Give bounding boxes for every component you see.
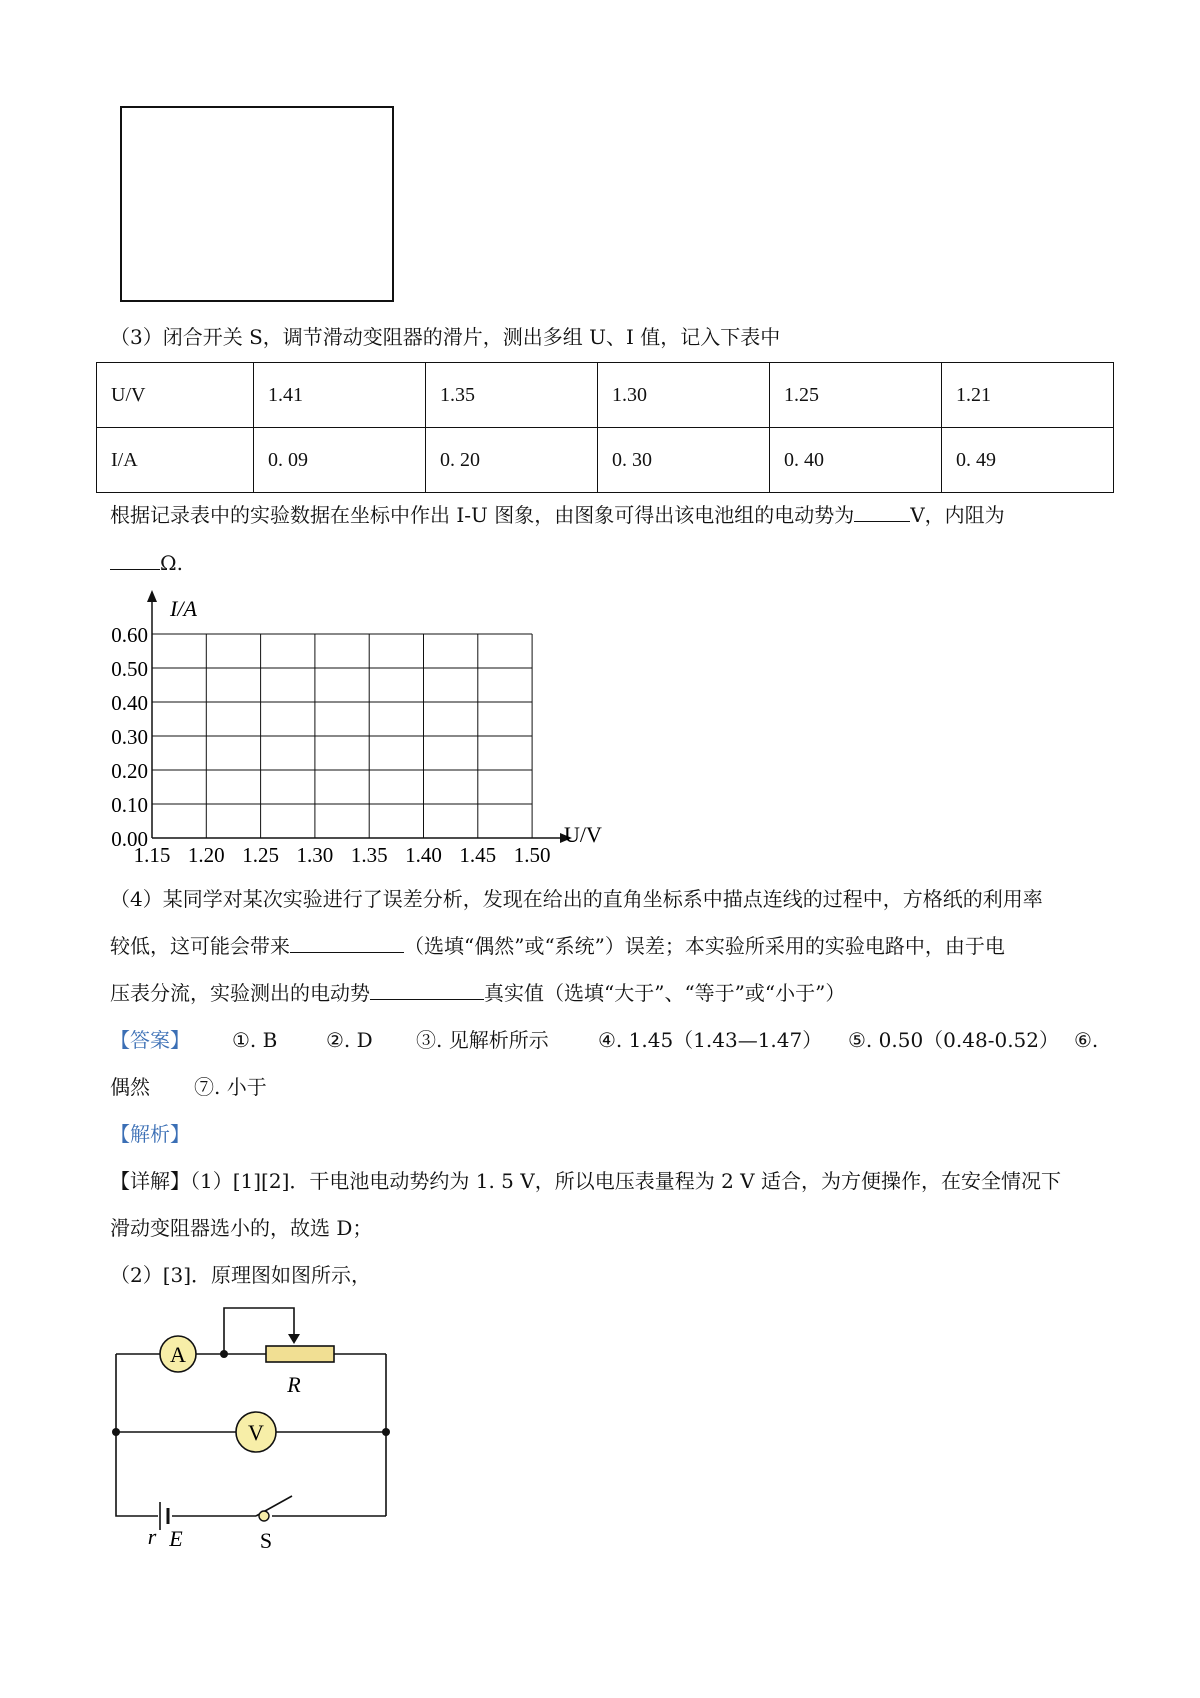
y-tick-label: 0.40: [111, 691, 148, 715]
y-tick-label: 0.60: [111, 623, 148, 647]
rheostat-label: R: [287, 1372, 301, 1397]
prompt-text: 根据记录表中的实验数据在坐标中作出 I-U 图象，由图象可得出该电池组的电动势为: [110, 503, 855, 527]
table-row: [97, 428, 1114, 493]
detail-label: 【详解】: [110, 1169, 190, 1193]
x-tick-label: 1.30: [296, 843, 334, 867]
table-cell: 0. 30: [598, 428, 770, 493]
y-axis-label: I/A: [170, 596, 197, 621]
q3-intro: （3）闭合开关 S，调节滑动变阻器的滑片，测出多组 U、I 值，记入下表中: [110, 325, 781, 349]
x-tick-label: 1.25: [242, 843, 279, 867]
iu-grid-chart: [96, 588, 616, 868]
q4-text: 真实值（选填“大于”、“等于”或“小于”）: [484, 981, 846, 1005]
voltmeter-label: V: [248, 1420, 264, 1445]
answer-item-1: ①. B: [232, 1028, 278, 1052]
table-cell: 1.30: [598, 363, 770, 428]
y-tick-label: 0.30: [111, 725, 148, 749]
prompt-text: Ω.: [160, 551, 183, 575]
q4-line2: [110, 933, 1005, 959]
q4-text: 较低，这可能会带来: [110, 934, 290, 958]
detail-text: （1）[1][2]．干电池电动势约为 1. 5 V，所以电压表量程为 2 V 适合，为方便操作，在安全情况下: [190, 1169, 1061, 1193]
answer-item-2: ②. D: [326, 1028, 373, 1052]
q3-prompt-line2: [110, 550, 183, 576]
slider-arrow-icon: [288, 1334, 300, 1344]
switch-label: S: [259, 1528, 273, 1553]
answer-item-5: ⑤. 0.50（0.48-0.52）: [848, 1028, 1059, 1052]
answer-item-6: ⑥.: [1074, 1028, 1099, 1052]
answer-item-7: ⑦. 小于: [194, 1075, 267, 1099]
circuit-diagram: [96, 1296, 416, 1556]
internal-resistance-label: r: [147, 1524, 157, 1549]
emf-compare-blank[interactable]: [370, 981, 484, 1000]
q4-line3: [110, 980, 845, 1006]
part2-line: （2）[3]．原理图如图所示，: [110, 1263, 372, 1287]
answer-item-3: ③. 见解析所示: [416, 1028, 549, 1052]
table-cell: 0. 20: [426, 428, 598, 493]
table-cell: 1.41: [254, 363, 426, 428]
answer-item-6-text: 偶然: [110, 1075, 150, 1099]
table-cell: 0. 49: [942, 428, 1114, 493]
q4-text: 压表分流，实验测出的电动势: [110, 981, 370, 1005]
emf-blank[interactable]: [854, 503, 910, 522]
x-tick-label: 1.35: [350, 843, 388, 867]
table-cell: 1.21: [942, 363, 1114, 428]
emf-label: E: [169, 1526, 183, 1551]
x-axis: [152, 833, 572, 843]
answer-label: 【答案】: [110, 1028, 190, 1052]
resistance-blank[interactable]: [110, 551, 160, 570]
q3-prompt-line1: [110, 502, 1005, 528]
answer-line1: [110, 1027, 190, 1053]
table-row: [97, 363, 1114, 428]
circuit-answer-box: [120, 106, 394, 302]
q4-text: （选填“偶然”或“系统”）误差；本实验所采用的实验电路中，由于电: [404, 934, 1005, 958]
table-cell: 1.25: [770, 363, 942, 428]
answer-item-4: ④. 1.45（1.43—1.47）: [598, 1028, 823, 1052]
tick-labels: [111, 623, 550, 867]
junction-dot: [112, 1428, 120, 1436]
y-tick-label: 0.00: [111, 827, 148, 851]
analysis-label: 【解析】: [110, 1122, 190, 1146]
battery-icon: [160, 1502, 168, 1530]
junction-dot: [220, 1350, 228, 1358]
grid-lines: [152, 634, 532, 838]
ammeter-icon: [160, 1336, 196, 1372]
x-tick-label: 1.50: [513, 843, 551, 867]
q4-line1: （4）某同学对某次实验进行了误差分析，发现在给出的直角坐标系中描点连线的过程中，方格纸的利用率: [110, 887, 1043, 911]
prompt-text: V，内阻为: [910, 503, 1005, 527]
error-type-blank[interactable]: [290, 934, 404, 953]
y-tick-label: 0.50: [111, 657, 148, 681]
x-tick-label: 1.45: [459, 843, 497, 867]
x-tick-label: 1.20: [187, 843, 225, 867]
x-axis-label: U/V: [564, 822, 602, 847]
analysis-label-line: [110, 1121, 190, 1147]
voltmeter-icon: [236, 1412, 276, 1452]
switch-icon: [259, 1511, 269, 1521]
row-label-u: U/V: [97, 363, 254, 428]
y-tick-label: 0.10: [111, 793, 148, 817]
ammeter-label: A: [170, 1342, 186, 1367]
table-cell: 0. 09: [254, 428, 426, 493]
x-tick-label: 1.15: [133, 843, 171, 867]
table-cell: 1.35: [426, 363, 598, 428]
junction-dot: [382, 1428, 390, 1436]
x-tick-label: 1.40: [405, 843, 442, 867]
detail-line2: 滑动变阻器选小的，故选 D；: [110, 1216, 373, 1240]
table-cell: 0. 40: [770, 428, 942, 493]
data-table: [96, 362, 1114, 493]
y-tick-label: 0.20: [111, 759, 148, 783]
y-axis: [147, 590, 157, 838]
rheostat-icon: [266, 1346, 334, 1362]
row-label-i: I/A: [97, 428, 254, 493]
detail-line1: [110, 1168, 1061, 1194]
